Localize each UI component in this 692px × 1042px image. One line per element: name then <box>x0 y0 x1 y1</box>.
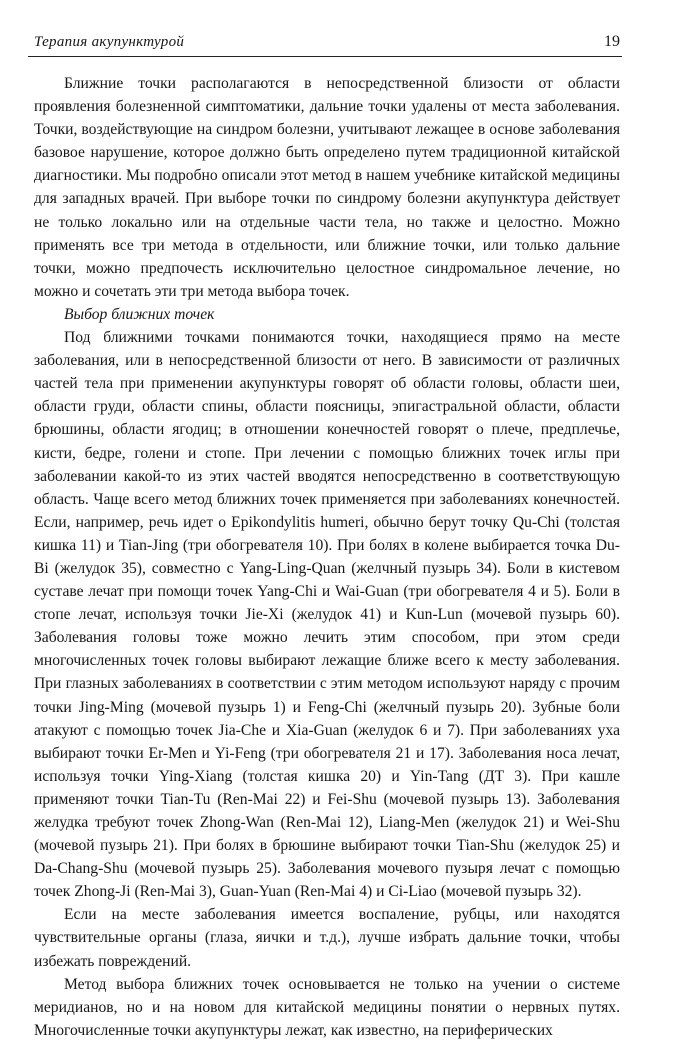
running-header <box>28 30 622 57</box>
running-title: Терапия акупунктурой <box>34 34 185 50</box>
section-subheading: Выбор ближних точек <box>64 305 215 323</box>
paragraph-inflammation: Если на месте заболевания имеется воспаление, рубцы, или находятся чувствительные органы (глаза, яички и т.д.), лучше избрать дальние точки, чтобы избежать повреждений. <box>34 906 620 970</box>
paragraph-near-points: Под ближними точками понимаются точки, находящиеся прямо на месте заболевания, или в непосредственной близости от него. В зависимости от различных частей тела при применении акупунктуры говорят об области головы, области шеи, области груди, области спины, области поясницы, эпигастральной области, области брюшины, области ягодиц; в отношении конечностей говорят о плече, предплечье, кисти, бедре, голени и стопе. При лечении с помощью ближних точек иглы при заболевании какой-то из этих частей вводятся непосредственно в соответствующую область. Чаще всего метод ближних точек применяется при заболеваниях конечностей. Если, например, речь идет о Epikondylitis humeri, обычно берут точку Qu-Chi (толстая кишка 11) и Tian-Jing (три обогревателя 10). При болях в колене выбирается точка Du-Bi (желудок 35), совместно с Yang-Ling-Quan (желчный пузырь 34). Боли в кистевом суставе лечат при помощи точек Yang-Chi и Wai-Guan (три обогревателя 4 и 5). Боли в стопе лечат, используя точки Jie-Xi (желудок 41) и Kun-Lun (мочевой пузырь 60). Заболевания головы тоже можно лечить этим способом, при этом среди многочисленных точек головы выбирают лежащие ближе всего к месту заболевания. При глазных заболеваниях в соответствии с этим методом используют наряду с прочим точки Jing-Ming (мочевой пузырь 1) и Feng-Chi (желчный пузырь 20). Зубные боли атакуют с помощью точек Jia-Che и Xia-Guan (желудок 6 и 7). При заболеваниях уха выбирают точки Er-Men и Yi-Feng (три обогревателя 21 и 17). Заболевания носа лечат, используя точки Ying-Xiang (толстая кишка 20) и Yin-Tang (ДТ 3). При кашле применяют точки Tian-Tu (Ren-Mai 22) и Fei-Shu (мочевой пузырь 13). Заболевания желудка требуют точек Zhong-Wan (Ren-Mai 12), Liang-Men (желудок 21) и Wei-Shu (мочевой пузырь 21). При болях в брюшине выбирают точки Tian-Shu (желудок 25) и Da-Chang-Shu (мочевой пузырь 25). Заболевания мочевого пузыря лечат с помощью точек Zhong-Ji (Ren-Mai 3), Guan-Yuan (Ren-Mai 4) и Ci-Liao (мочевой пузырь 32). <box>34 329 620 901</box>
paragraph-nerve-pathways: Метод выбора ближних точек основывается не только на учении о системе меридианов, но и на новом для китайской медицины понятии о нервных путях. Многочисленные точки акупунктуры лежат, как известно, на периферических <box>34 975 620 1039</box>
page-number: 19 <box>604 33 620 50</box>
paragraph-intro: Ближние точки располагаются в непосредственной близости от области проявления болезненной симптоматики, дальние точки удалены от места заболевания. Точки, воздействующие на синдром болезни, учитывают лежащее в основе заболевания базовое нарушение, которое должно быть определено путем традиционной китайской диагностики. Мы подробно описали этот метод в нашем учебнике китайской медицины для западных врачей. При выборе точки по синдрому болезни акупунктура действует не только локально или на отдельные части тела, но также и целостно. Можно применять все три метода в отдельности, или ближние точки, или только дальние точки, можно предпочесть исключительно целостное синдромальное лечение, но можно и сочетать эти три метода выбора точек. <box>34 75 620 300</box>
body-text <box>34 72 620 1042</box>
